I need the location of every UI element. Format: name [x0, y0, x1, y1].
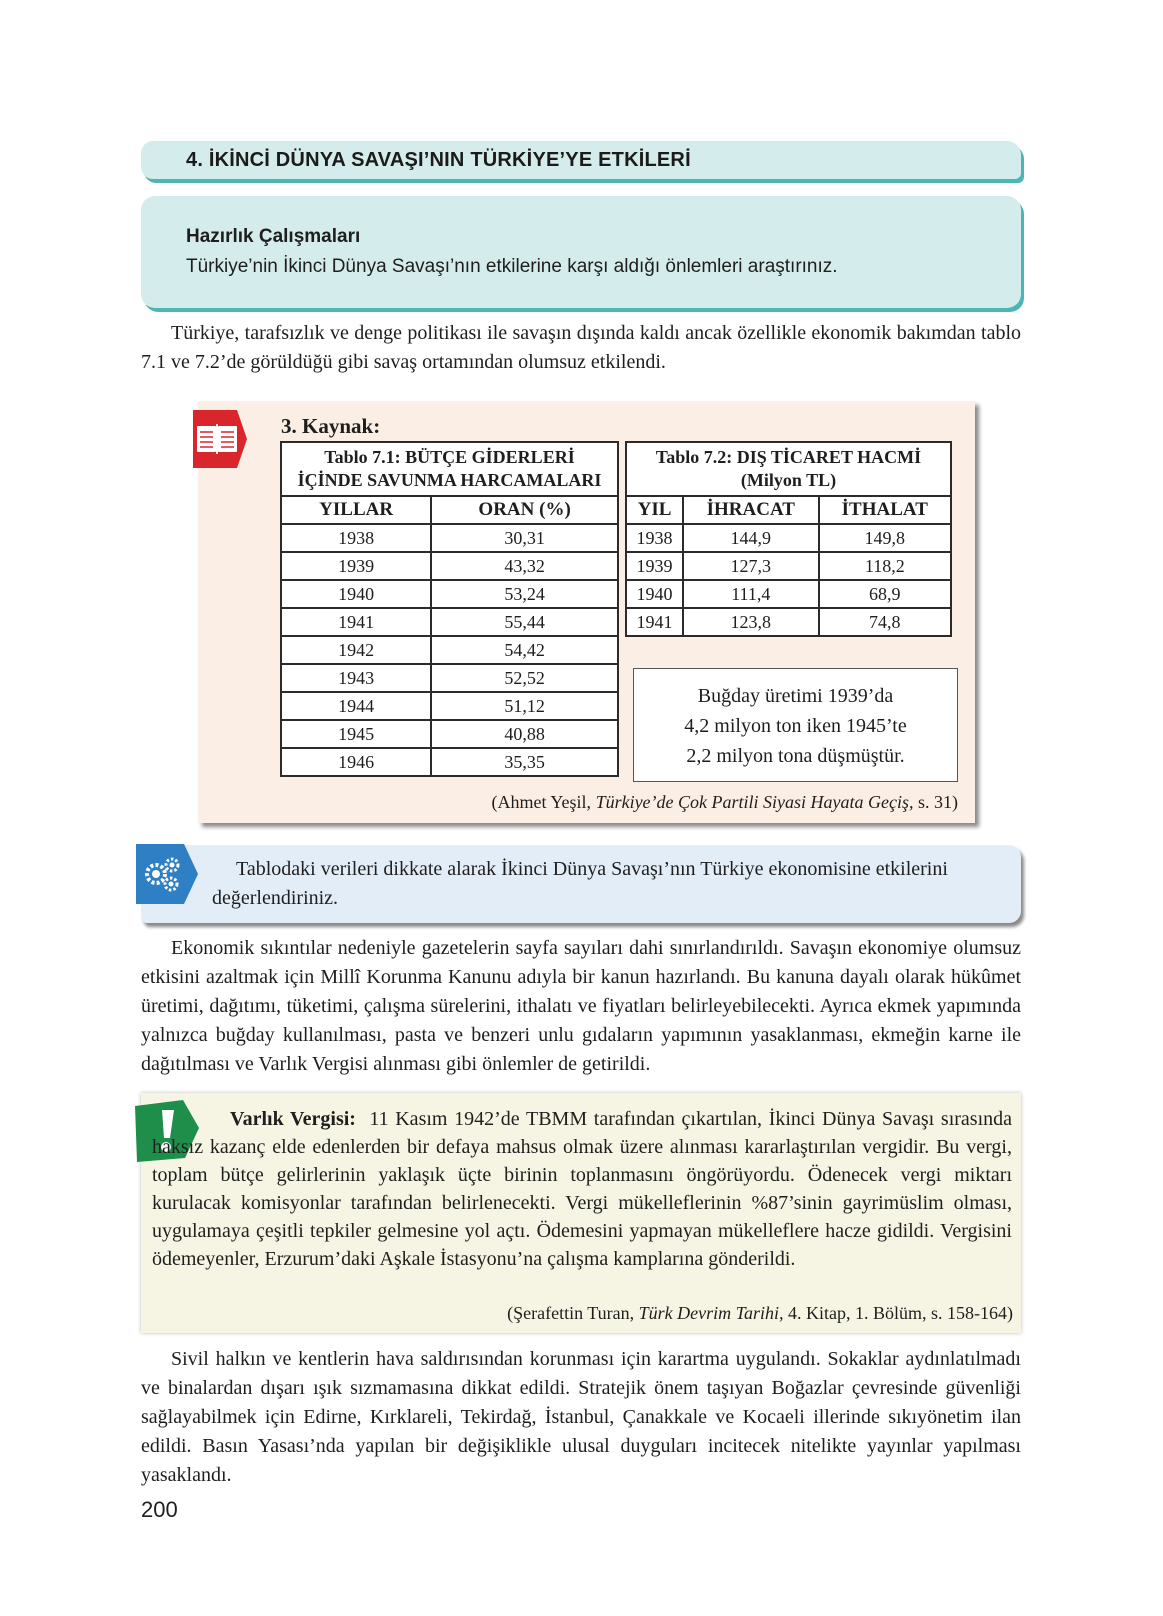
table-row: 1940 111,4 68,9: [626, 580, 951, 608]
note-term: Varlık Vergisi:: [230, 1108, 356, 1130]
section-header: [141, 141, 1021, 179]
preparation-box: [141, 196, 1021, 308]
table-foreign-trade: [625, 441, 952, 637]
source-citation: (Ahmet Yeşil, Türkiye’de Çok Partili Siyasi Hayata Geçiş, s. 31): [491, 792, 958, 812]
gear-icon: [136, 844, 200, 904]
wheat-production-note: Buğday üretimi 1939’da 4,2 milyon ton iken 1945’te 2,2 milyon tona düşmüştür.: [633, 668, 958, 782]
table-row: 1938 30,31: [281, 524, 618, 552]
paragraph-3: Sivil halkın ve kentlerin hava saldırısından korunması için karartma uygulandı. Sokaklar aydınlatılmadı ve binalardan dışarı ışık sızmamasına dikkat edildi. Stratejik önem taşıyan Boğazlar çevresinde güvenliği sağlayabilmek için Edirne, Kırklareli, Tekirdağ, İstanbul, Çanakkale ve Kocaeli illerinde sıkıyönetim ilan edildi. Basın Yasası’nda yapılan bir değişiklikle ulusal duyguları incitecek nitelikte yayınlar yapılması yasaklandı.: [141, 1348, 1021, 1486]
table1-header-years: YILLAR: [281, 496, 431, 524]
table-row: 1944 51,12: [281, 692, 618, 720]
table-defense-spending: [280, 441, 619, 777]
table-row: 1946 35,35: [281, 748, 618, 776]
paragraph-1: Türkiye, tarafsızlık ve denge politikası ile savaşın dışında kaldı ancak özellikle ekonomik bakımdan tablo 7.1 ve 7.2’de görüldüğü gibi savaş ortamından olumsuz etkilendi.: [141, 322, 1021, 373]
table-row: 1945 40,88: [281, 720, 618, 748]
table-row: 1940 53,24: [281, 580, 618, 608]
table-row: 1939 127,3 118,2: [626, 552, 951, 580]
preparation-text: Türkiye’nin İkinci Dünya Savaşı’nın etkilerine karşı aldığı önlemleri araştırınız.: [186, 256, 838, 277]
activity-text: Tablodaki verileri dikkate alarak İkinci Dünya Savaşı’nın Türkiye ekonomisine etkilerini değerlendiriniz.: [212, 858, 948, 909]
table2-caption: Tablo 7.2: DIŞ TİCARET HACMİ (Milyon TL): [626, 442, 951, 496]
table-row: 1943 52,52: [281, 664, 618, 692]
paragraph-2: Ekonomik sıkıntılar nedeniyle gazetelerin sayfa sayıları dahi sınırlandırıldı. Savaşın ekonomiye olumsuz etkisini azaltmak için Millî Korunma Kanunu adıyla bir kanun hazırlandı. Bu kanuna dayalı olarak hükûmet üretimi, dağıtımı, tüketimi, çalışma sürelerini, ithalatı ve fiyatları belirleyebilecekti. Ayrıca ekmek yapımında yalnızca buğday kullanılması, pasta ve benzeri unlu gıdaların yapımının yasaklanması, ekmeğin karne ile dağıtılması ve Varlık Vergisi alınması gibi önlemler de getirildi.: [141, 937, 1021, 1075]
table-row: 1941 123,8 74,8: [626, 608, 951, 636]
note-text: [152, 1105, 1012, 1273]
table1-caption: Tablo 7.1: BÜTÇE GİDERLERİ İÇİNDE SAVUNMA HARCAMALARI: [281, 442, 618, 496]
book-icon: [187, 408, 253, 470]
table-row: 1942 54,42: [281, 636, 618, 664]
note-citation: (Şerafettin Turan, Türk Devrim Tarihi, 4. Kitap, 1. Bölüm, s. 158-164): [507, 1303, 1013, 1323]
table-row: 1938 144,9 149,8: [626, 524, 951, 552]
preparation-title: Hazırlık Çalışmaları: [186, 226, 361, 247]
table2-header-export: İHRACAT: [683, 496, 819, 524]
source-title: 3. Kaynak:: [281, 414, 381, 438]
table2-header-import: İTHALAT: [819, 496, 951, 524]
table-row: 1941 55,44: [281, 608, 618, 636]
page-number: 200: [141, 1497, 178, 1522]
table2-header-year: YIL: [626, 496, 683, 524]
note-body: 11 Kasım 1942’de TBMM tarafından çıkartılan, İkinci Dünya Savaşı sırasında haksız kazanç elde edenlerden bir defaya mahsus olmak üzere alınması kararlaştırılan vergidir. Bu vergi, toplam bütçe gelirlerinin yaklaşık üçte birinin toplanmasını öngörüyordu. Ödenecek vergi miktarı kurulacak komisyonlar tarafından belirlenecekti. Vergi mükelleflerinin %87’sinin gayrimüslim olması, uygulamaya çeşitli tepkiler gelmesine yol açtı. Ödemesini yapmayan mükelleflere hacze gidildi. Vergisini ödemeyenler, Erzurum’daki Aşkale İstasyonu’na çalışma kamplarına gönderildi.: [152, 1108, 1013, 1270]
table-row: 1939 43,32: [281, 552, 618, 580]
table1-header-rate: ORAN (%): [431, 496, 618, 524]
section-title: 4. İKİNCİ DÜNYA SAVAŞI’NIN TÜRKİYE’YE ETKİLERİ: [186, 149, 691, 171]
